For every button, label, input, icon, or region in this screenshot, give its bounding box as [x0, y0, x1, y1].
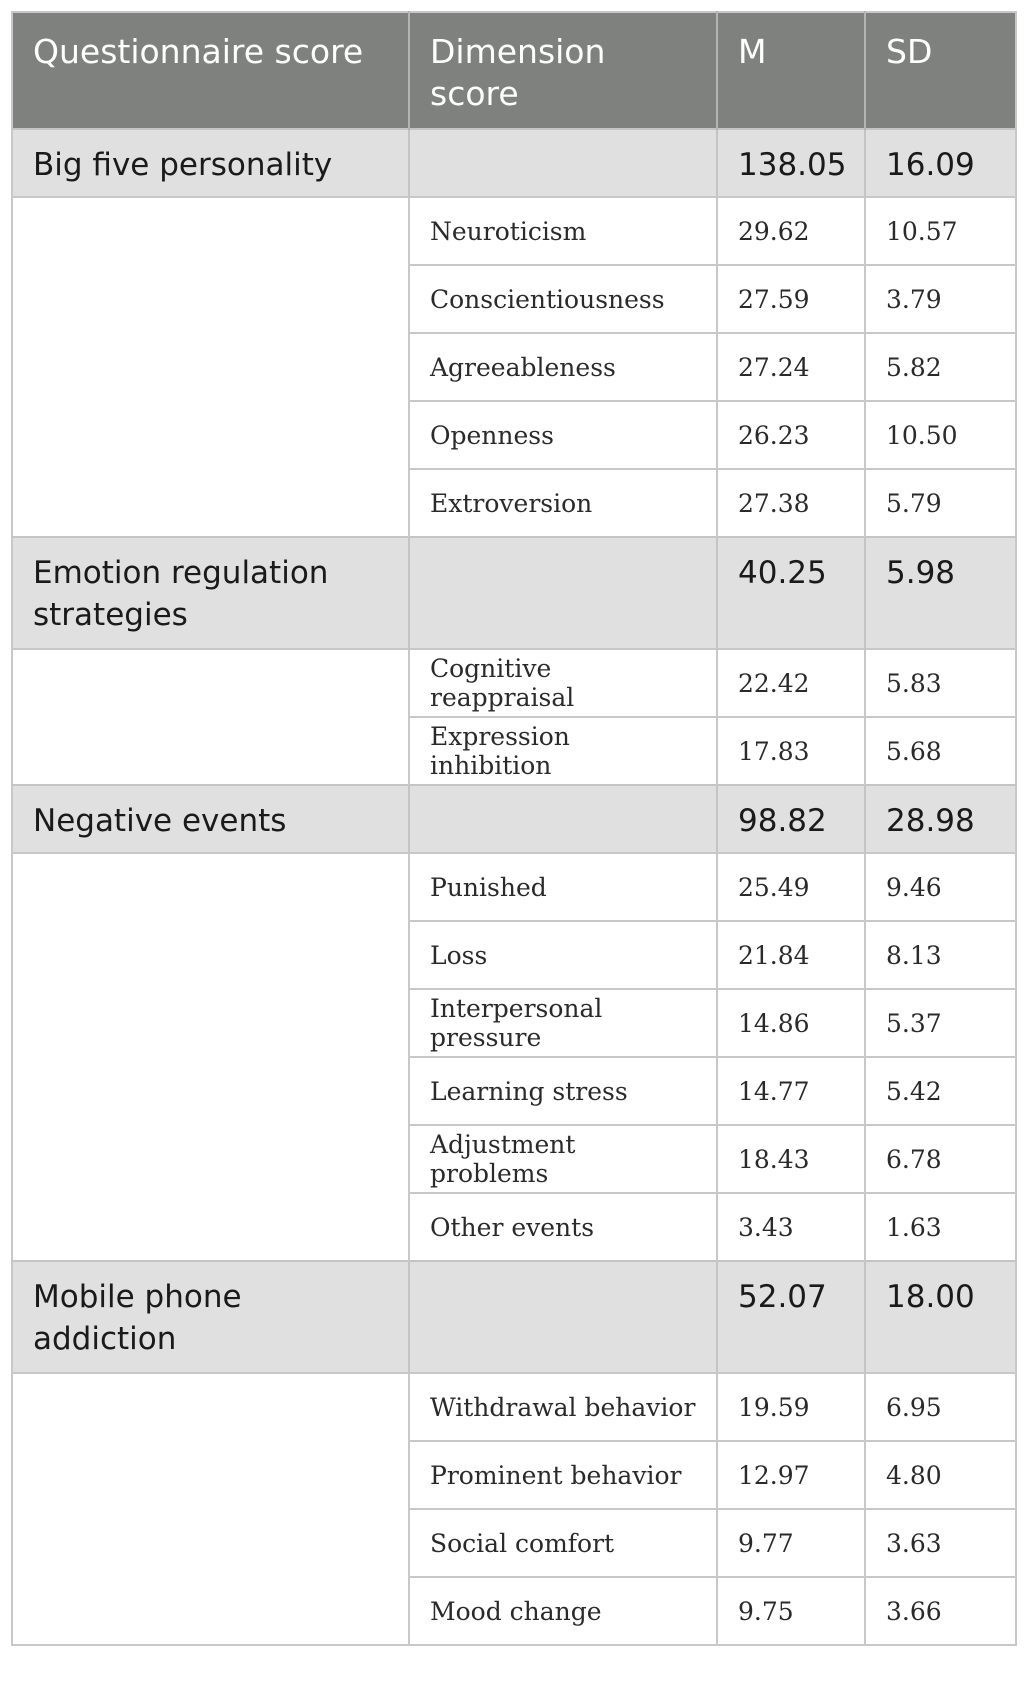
dimension-name: Cognitive reappraisal — [409, 649, 717, 717]
group-row — [12, 537, 1016, 649]
dimension-mean: 27.38 — [717, 469, 865, 537]
dimension-mean: 26.23 — [717, 401, 865, 469]
group-dimension-empty — [409, 129, 717, 197]
dimension-row — [12, 1441, 1016, 1509]
group-dimension-empty — [409, 537, 717, 649]
dimension-sd: 9.46 — [865, 853, 1016, 921]
dimension-sd: 5.42 — [865, 1057, 1016, 1125]
group-sd: 28.98 — [865, 785, 1016, 853]
dimension-row — [12, 1193, 1016, 1261]
dimension-row — [12, 1509, 1016, 1577]
dimension-group-empty — [12, 197, 409, 265]
group-mean: 98.82 — [717, 785, 865, 853]
table-header — [12, 12, 1016, 129]
dimension-name: Neuroticism — [409, 197, 717, 265]
group-sd: 18.00 — [865, 1261, 1016, 1373]
dimension-mean: 22.42 — [717, 649, 865, 717]
dimension-name: Interpersonal pressure — [409, 989, 717, 1057]
dimension-mean: 14.86 — [717, 989, 865, 1057]
dimension-group-empty — [12, 717, 409, 785]
dimension-name: Adjustment problems — [409, 1125, 717, 1193]
dimension-row — [12, 989, 1016, 1057]
dimension-row — [12, 401, 1016, 469]
group-name: Mobile phone addiction — [12, 1261, 409, 1373]
dimension-sd: 8.13 — [865, 921, 1016, 989]
dimension-sd: 3.79 — [865, 265, 1016, 333]
scores-table — [11, 11, 1017, 1646]
dimension-row — [12, 197, 1016, 265]
dimension-mean: 27.24 — [717, 333, 865, 401]
dimension-sd: 5.37 — [865, 989, 1016, 1057]
header-mean: M — [717, 12, 865, 129]
dimension-sd: 1.63 — [865, 1193, 1016, 1261]
dimension-group-empty — [12, 1057, 409, 1125]
header-dimension-score: Dimension score — [409, 12, 717, 129]
dimension-name: Loss — [409, 921, 717, 989]
dimension-sd: 10.57 — [865, 197, 1016, 265]
dimension-row — [12, 853, 1016, 921]
dimension-name: Extroversion — [409, 469, 717, 537]
dimension-row — [12, 649, 1016, 717]
group-row — [12, 1261, 1016, 1373]
dimension-mean: 21.84 — [717, 921, 865, 989]
dimension-group-empty — [12, 1441, 409, 1509]
dimension-group-empty — [12, 1125, 409, 1193]
dimension-group-empty — [12, 853, 409, 921]
dimension-group-empty — [12, 401, 409, 469]
dimension-row — [12, 1125, 1016, 1193]
dimension-mean: 12.97 — [717, 1441, 865, 1509]
dimension-sd: 6.78 — [865, 1125, 1016, 1193]
group-mean: 52.07 — [717, 1261, 865, 1373]
dimension-group-empty — [12, 1193, 409, 1261]
dimension-name: Prominent behavior — [409, 1441, 717, 1509]
group-name: Emotion regulation strategies — [12, 537, 409, 649]
group-name: Big five personality — [12, 129, 409, 197]
dimension-group-empty — [12, 1373, 409, 1441]
dimension-sd: 10.50 — [865, 401, 1016, 469]
dimension-group-empty — [12, 989, 409, 1057]
dimension-group-empty — [12, 1577, 409, 1645]
dimension-sd: 6.95 — [865, 1373, 1016, 1441]
dimension-row — [12, 1057, 1016, 1125]
header-sd: SD — [865, 12, 1016, 129]
dimension-sd: 5.82 — [865, 333, 1016, 401]
dimension-mean: 18.43 — [717, 1125, 865, 1193]
dimension-sd: 5.68 — [865, 717, 1016, 785]
dimension-group-empty — [12, 649, 409, 717]
dimension-name: Conscientiousness — [409, 265, 717, 333]
group-dimension-empty — [409, 785, 717, 853]
table-container — [11, 11, 1015, 1646]
dimension-group-empty — [12, 921, 409, 989]
dimension-mean: 25.49 — [717, 853, 865, 921]
dimension-row — [12, 1577, 1016, 1645]
dimension-name: Punished — [409, 853, 717, 921]
group-dimension-empty — [409, 1261, 717, 1373]
dimension-name: Expression inhibition — [409, 717, 717, 785]
header-row — [12, 12, 1016, 129]
dimension-mean: 9.75 — [717, 1577, 865, 1645]
dimension-mean: 19.59 — [717, 1373, 865, 1441]
dimension-row — [12, 717, 1016, 785]
dimension-row — [12, 921, 1016, 989]
dimension-sd: 3.63 — [865, 1509, 1016, 1577]
dimension-name: Openness — [409, 401, 717, 469]
dimension-name: Mood change — [409, 1577, 717, 1645]
group-row — [12, 785, 1016, 853]
group-mean: 138.05 — [717, 129, 865, 197]
group-mean: 40.25 — [717, 537, 865, 649]
dimension-group-empty — [12, 469, 409, 537]
dimension-mean: 17.83 — [717, 717, 865, 785]
dimension-group-empty — [12, 333, 409, 401]
dimension-sd: 5.79 — [865, 469, 1016, 537]
dimension-sd: 4.80 — [865, 1441, 1016, 1509]
header-questionnaire-score: Questionnaire score — [12, 12, 409, 129]
group-row — [12, 129, 1016, 197]
group-sd: 16.09 — [865, 129, 1016, 197]
dimension-row — [12, 333, 1016, 401]
dimension-name: Withdrawal behavior — [409, 1373, 717, 1441]
dimension-mean: 3.43 — [717, 1193, 865, 1261]
dimension-group-empty — [12, 1509, 409, 1577]
group-name: Negative events — [12, 785, 409, 853]
dimension-row — [12, 1373, 1016, 1441]
dimension-sd: 3.66 — [865, 1577, 1016, 1645]
dimension-mean: 14.77 — [717, 1057, 865, 1125]
dimension-name: Learning stress — [409, 1057, 717, 1125]
dimension-name: Other events — [409, 1193, 717, 1261]
dimension-name: Agreeableness — [409, 333, 717, 401]
dimension-mean: 29.62 — [717, 197, 865, 265]
group-sd: 5.98 — [865, 537, 1016, 649]
dimension-name: Social comfort — [409, 1509, 717, 1577]
dimension-sd: 5.83 — [865, 649, 1016, 717]
dimension-row — [12, 469, 1016, 537]
dimension-mean: 9.77 — [717, 1509, 865, 1577]
dimension-group-empty — [12, 265, 409, 333]
dimension-mean: 27.59 — [717, 265, 865, 333]
table-body — [12, 129, 1016, 1645]
dimension-row — [12, 265, 1016, 333]
